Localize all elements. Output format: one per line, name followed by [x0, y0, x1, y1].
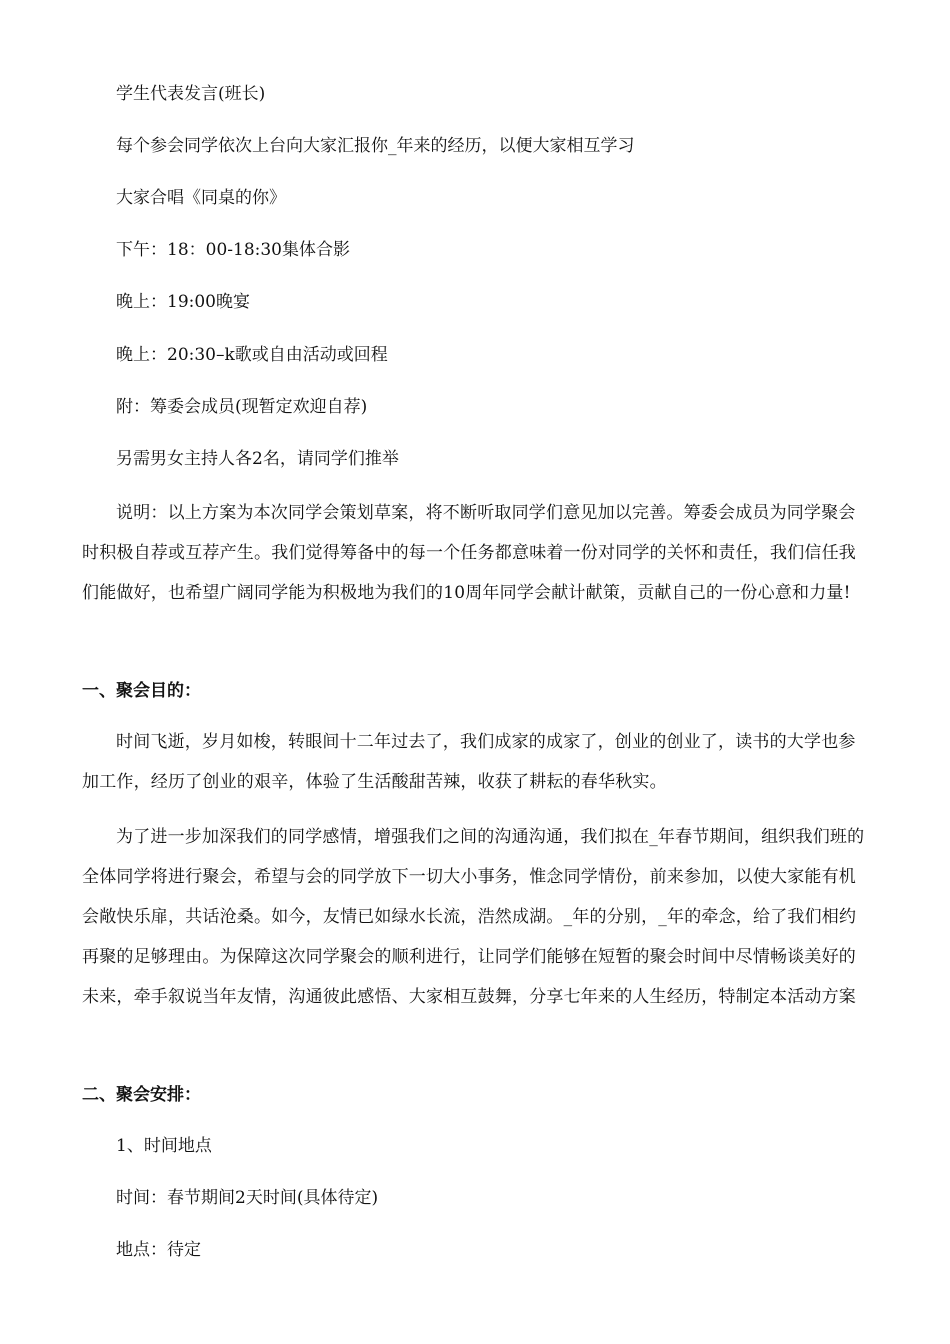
text-line-chorus: 大家合唱《同桌的你》	[116, 188, 286, 208]
text-line-student-speech: 学生代表发言(班长)	[116, 84, 266, 104]
section-heading-purpose: 一、聚会目的：	[82, 681, 201, 701]
text-line-committee: 附：筹委会成员(现暂定欢迎自荐)	[116, 397, 368, 417]
text-line-hosts: 另需男女主持人各2名，请同学们推举	[116, 449, 399, 469]
arrangement-place: 地点：待定	[116, 1240, 201, 1260]
text-line-dinner: 晚上：19:00晚宴	[116, 292, 250, 312]
text-line-karaoke: 晚上：20:30–k歌或自由活动或回程	[116, 345, 388, 365]
text-line-report: 每个参会同学依次上台向大家汇报你_年来的经历，以便大家相互学习	[116, 136, 635, 156]
explanation-paragraph: 说明：以上方案为本次同学会策划草案，将不断听取同学们意见加以完善。筹委会成员为同学聚会时积极自荐或互荐产生。我们觉得筹备中的每一个任务都意味着一份对同学的关怀和责任，我们信任我们能做好，也希望广阔同学能为积极地为我们的10周年同学会献计献策，贡献自己的一份心意和力量!	[82, 503, 856, 603]
purpose-paragraph-2: 为了进一步加深我们的同学感情，增强我们之间的沟通沟通，我们拟在_年春节期间，组织我们班的全体同学将进行聚会，希望与会的同学放下一切大小事务，惟念同学情份，前来参加，以使大家能有机会敞快乐扉，共话沧桑。如今，友情已如绿水长流，浩然成湖。_年的分别，_年的牵念，给了我们相约再聚的足够理由。为保障这次同学聚会的顺利进行，让同学们能够在短暂的聚会时间中尽情畅谈美好的未来，牵手叙说当年友情，沟通彼此感悟、大家相互鼓舞，分享七年来的人生经历，特制定本活动方案	[82, 827, 865, 1007]
text-line-group-photo: 下午：18：00-18:30集体合影	[116, 240, 350, 260]
purpose-paragraph-1: 时间飞逝，岁月如梭，转眼间十二年过去了，我们成家的成家了，创业的创业了，读书的大学也参加工作，经历了创业的艰辛，体验了生活酸甜苦辣，收获了耕耘的春华秋实。	[82, 732, 856, 792]
section-heading-arrangement: 二、聚会安排：	[82, 1085, 201, 1105]
arrangement-item-time-place: 1、时间地点	[116, 1136, 212, 1156]
arrangement-time: 时间：春节期间2天时间(具体待定)	[116, 1188, 379, 1208]
